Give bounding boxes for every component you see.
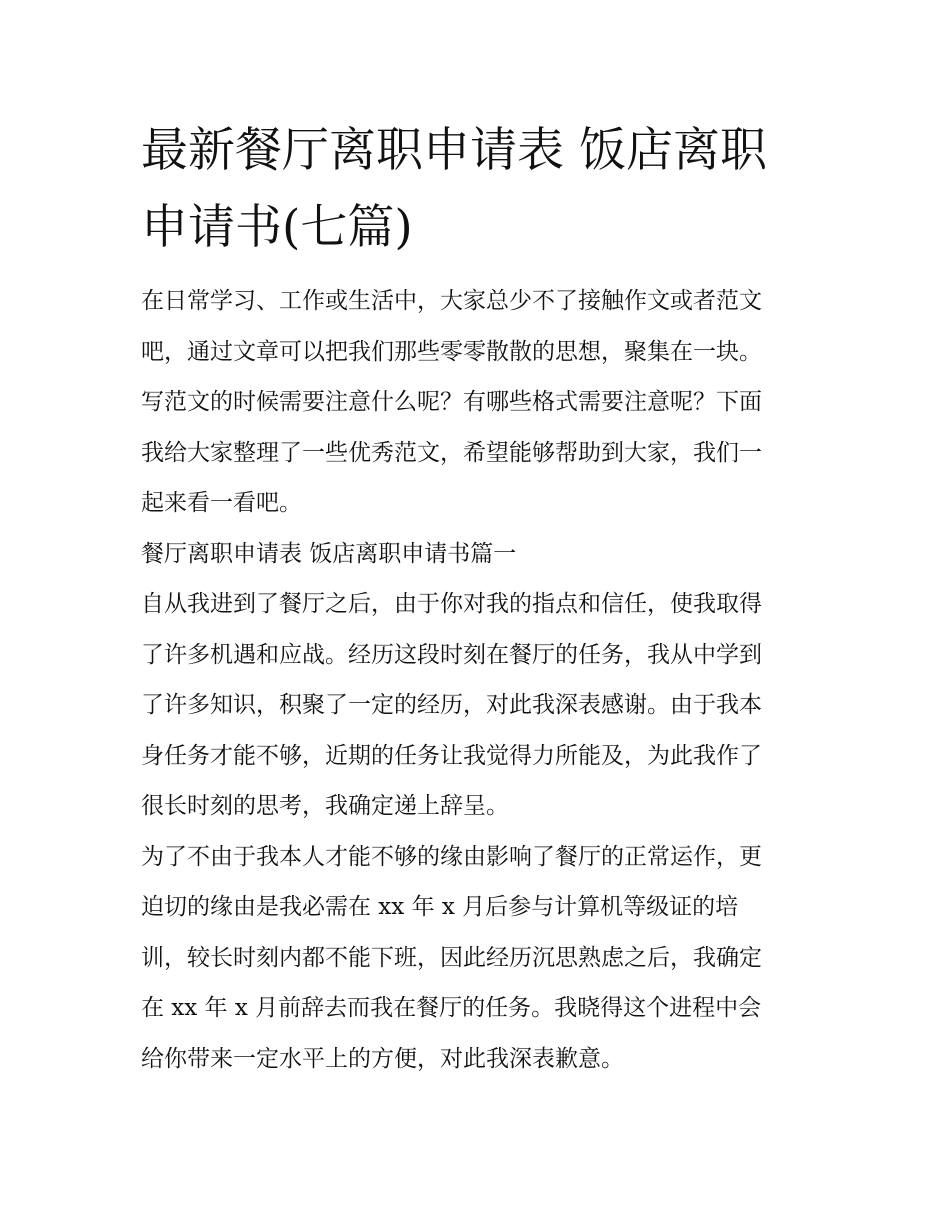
paragraph-line: 训，较长时刻内都不能下班，因此经历沉思熟虑之后，我确定 [141, 944, 762, 971]
document-content [141, 112, 816, 1084]
paragraph-line: 我给大家整理了一些优秀范文，希望能够帮助到大家，我们一 [141, 439, 762, 466]
paragraph-line: 为了不由于我本人才能不够的缘由影响了餐厅的正常运作，更 [141, 843, 762, 870]
paragraph-line: 很长时刻的思考，我确定递上辞呈。 [141, 793, 509, 819]
paragraph-line: 写范文的时候需要注意什么呢？有哪些格式需要注意呢？下面 [141, 389, 762, 415]
title-line: 最新餐厅离职申请表 饭店离职 [141, 123, 767, 178]
paragraph-line: 在日常学习、工作或生活中，大家总少不了接触作文或者范文 [141, 288, 762, 314]
document-title [141, 112, 816, 266]
paragraph-line: 起来看一看吧。 [141, 490, 302, 516]
paragraph-line: 在 xx 年 x 月前辞去而我在餐厅的任务。我晓得这个进程中会 [141, 995, 762, 1021]
document-body [141, 276, 816, 1084]
paragraph-line: 了许多机遇和应战。经历这段时刻在餐厅的任务，我从中学到 [141, 641, 762, 668]
section-heading: 餐厅离职申请表 饭店离职申请书篇一 [141, 540, 517, 567]
paragraph-line: 身任务才能不够，近期的任务让我觉得力所能及，为此我作了 [141, 742, 762, 769]
paragraph-line: 给你带来一定水平上的方便，对此我深表歉意。 [141, 1045, 624, 1072]
paragraph-line: 自从我进到了餐厅之后，由于你对我的指点和信任，使我取得 [141, 591, 762, 617]
paragraph-line: 吧，通过文章可以把我们那些零零散散的思想，聚集在一块。 [141, 338, 762, 365]
paragraph-line: 了许多知识，积聚了一定的经历，对此我深表感谢。由于我本 [141, 692, 762, 718]
title-line: 申请书(七篇) [141, 200, 413, 255]
paragraph-line: 迫切的缘由是我必需在 xx 年 x 月后参与计算机等级证的培 [141, 894, 739, 920]
